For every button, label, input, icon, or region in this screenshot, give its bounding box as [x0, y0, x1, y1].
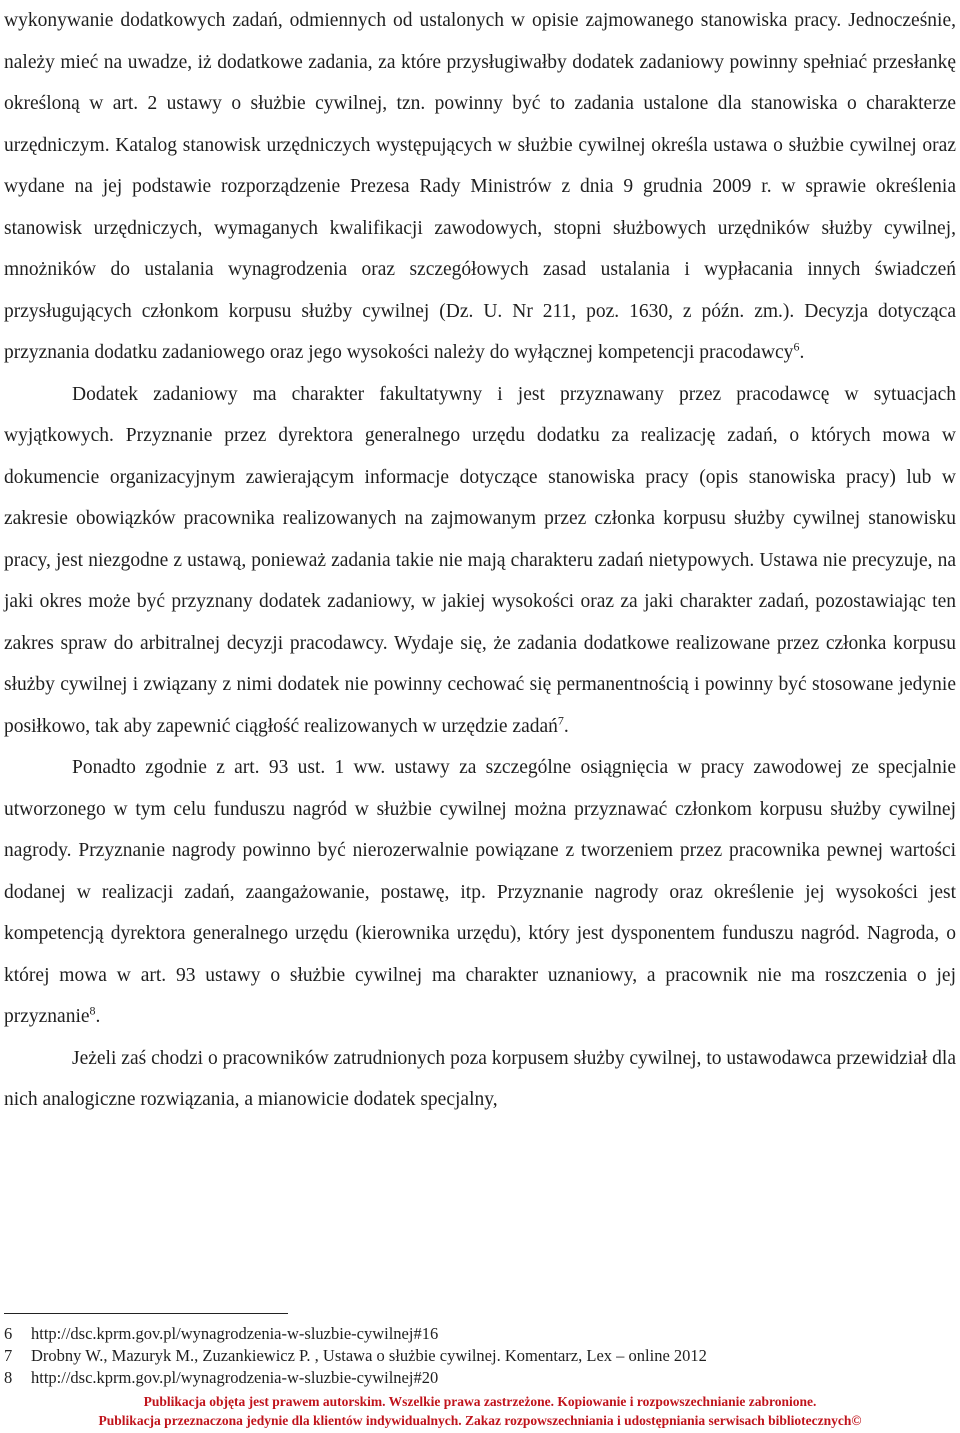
paragraph-text: Jeżeli zaś chodzi o pracowników zatrudnionych poza korpusem służby cywilnej, to ustawodawca przewidział dla nich analogiczne rozwiązania, a mianowicie dodatek specjalny,	[4, 1047, 956, 1110]
paragraph-text: Dodatek zadaniowy ma charakter fakultatywny i jest przyznawany przez pracodawcę w sytuacjach wyjątkowych. Przyznanie przez dyrektora generalnego urzędu dodatku za realizację zadań, o których mowa w dokumencie organizacyjnym zawierającym informacje dotyczące stanowiska pracy (opis stanowiska pracy) lub w zakresie obowiązków pracownika realizowanych na zajmowanym przez członka korpusu służby cywilnej stanowisku pracy, jest niezgodne z ustawą, ponieważ zadania takie nie mają charakteru zadań nietypowych. Ustawa nie precyzuje, na jaki okres może być przyznany dodatek zadaniowy, w jakiej wysokości oraz za jaki charakter zadań, pozostawiając ten zakres spraw do arbitralnej decyzji pracodawcy. Wydaje się, że zadania dodatkowe realizowane przez członka korpusu służby cywilnej i związany z nimi dodatek nie powinny cechować się permanentnością i powinny być stosowane jedynie posiłkowo, tak aby zapewnić ciągłość realizowanych w urzędzie zadań	[4, 383, 956, 737]
footnote-text[interactable]: http://dsc.kprm.gov.pl/wynagrodzenia-w-sluzbie-cywilnej#16	[31, 1324, 439, 1343]
paragraph-text: Ponadto zgodnie z art. 93 ust. 1 ww. ustawy za szczególne osiągnięcia w pracy zawodowej ze specjalnie utworzonego w tym celu funduszu nagród w służbie cywilnej można przyznawać członkom korpusu służby cywilnej nagrody. Przyznanie nagrody powinno być nierozerwalnie powiązane z tworzeniem przez pracownika pewnej wartości dodanej w realizacji zadań, zaangażowanie, postawę, itp. Przyznanie nagrody oraz określenie jej wysokości jest kompetencją dyrektora generalnego urzędu (kierownika urzędu), który jest dysponentem funduszu nagród. Nagroda, o której mowa w art. 93 ustawy o służbie cywilnej ma charakter uznaniowy, a pracownik nie ma roszczenia o jej przyznanie	[4, 757, 956, 1027]
footnote-item	[4, 1367, 954, 1389]
footnotes	[4, 1323, 954, 1389]
footnote-text[interactable]: http://dsc.kprm.gov.pl/wynagrodzenia-w-sluzbie-cywilnej#20	[31, 1368, 439, 1387]
paragraph-text: wykonywanie dodatkowych zadań, odmiennych od ustalonych w opisie zajmowanego stanowiska pracy. Jednocześnie, należy mieć na uwadze, iż dodatkowe zadania, za które przysługiwałby dodatek zadaniowy powinny spełniać przesłankę określoną w art. 2 ustawy o służbie cywilnej, tzn. powinny być to zadania ustalone dla stanowiska o charakterze urzędniczym. Katalog stanowisk urzędniczych występujących w służbie cywilnej określa ustawa o służbie cywilnej oraz wydane na jej podstawie rozporządzenie Prezesa Rady Ministrów z dnia 9 grudnia 2009 r. w sprawie określenia stanowisk urzędniczych, wymaganych kwalifikacji zawodowych, stopni służbowych urzędników służby cywilnej, mnożników do ustalania wynagrodzenia oraz szczegółowych zasad ustalania i wypłacania innych świadczeń przysługujących członkom korpusu służby cywilnej (Dz. U. Nr 211, poz. 1630, z późn. zm.). Decyzja dotycząca przyznania dodatku zadaniowego oraz jego wysokości należy do wyłącznej kompetencji pracodawcy	[4, 10, 956, 363]
footnote-number: 8	[4, 1368, 13, 1387]
footnote-item	[4, 1323, 954, 1345]
paragraph-4	[4, 1038, 956, 1121]
copyright-notice	[0, 1392, 960, 1430]
paragraph-tail: .	[563, 715, 569, 737]
copyright-line-1: Publikacja objęta jest prawem autorskim. Wszelkie prawa zastrzeżone. Kopiowanie i rozpowszechnianie zabronione.	[143, 1394, 817, 1409]
paragraph-1	[4, 0, 956, 374]
footnote-separator	[4, 1313, 288, 1314]
footnote-item	[4, 1345, 954, 1367]
footnote-ref-8[interactable]: 8	[89, 1003, 96, 1018]
document-body	[4, 0, 956, 1121]
copyright-line-2: Publikacja przeznaczona jedynie dla klientów indywidualnych. Zakaz rozpowszechniania i udostępniania serwisach bibliotecznych©	[98, 1413, 862, 1428]
footnote-text: Drobny W., Mazuryk M., Zuzankiewicz P. , Ustawa o służbie cywilnej. Komentarz, Lex – online 2012	[31, 1346, 707, 1365]
paragraph-tail: .	[799, 342, 805, 363]
footnote-ref-6[interactable]: 6	[793, 339, 800, 354]
paragraph-2	[4, 374, 956, 748]
paragraph-3	[4, 747, 956, 1038]
footnote-number: 7	[4, 1346, 13, 1365]
footnote-ref-7[interactable]: 7	[557, 713, 564, 727]
paragraph-tail: .	[95, 1006, 101, 1027]
footnote-number: 6	[4, 1324, 13, 1343]
